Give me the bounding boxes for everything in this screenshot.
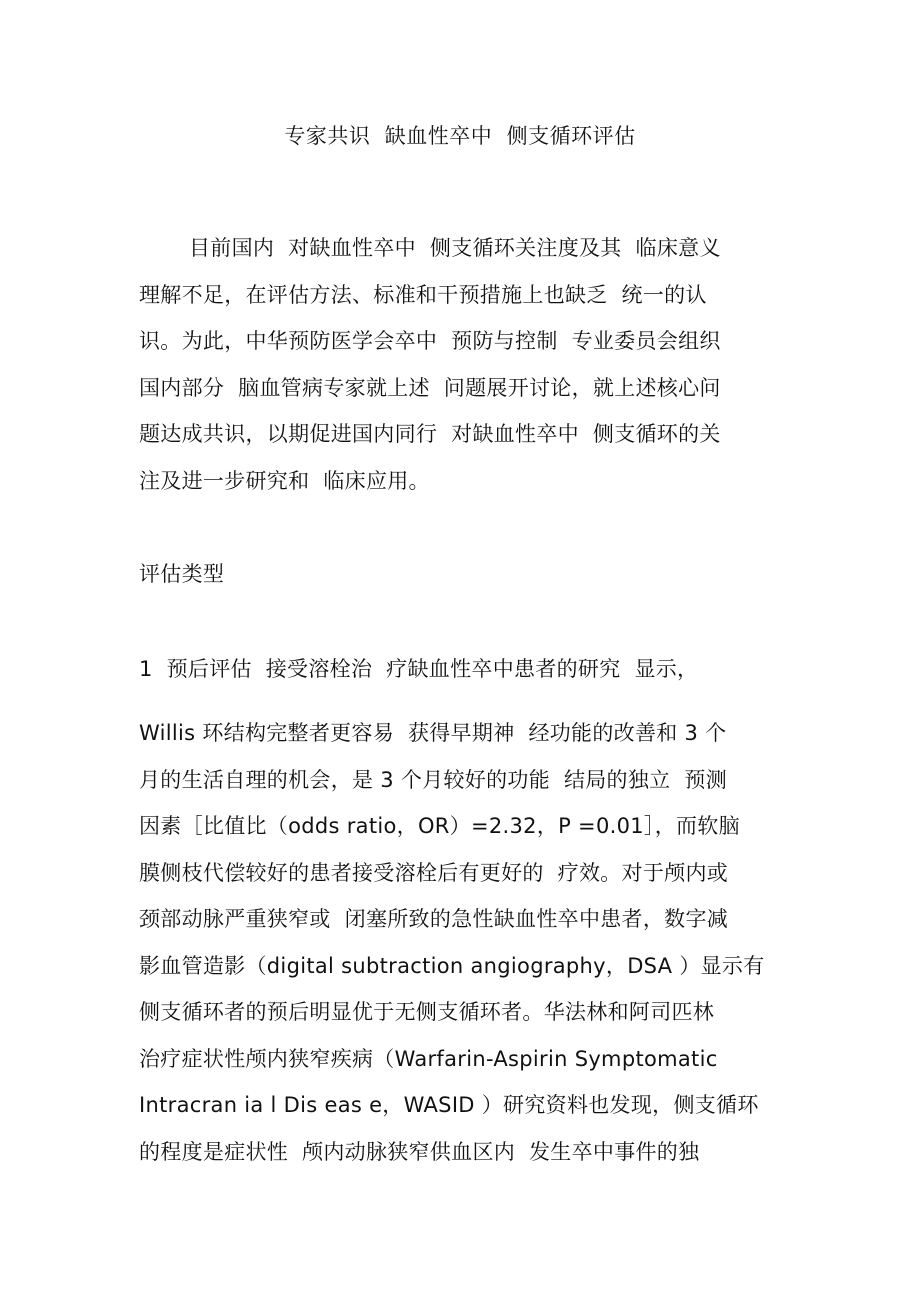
paragraph-line: Intracran ia l Dis eas e，WASID ）研究资料也发现，侧支循环 [139,1093,759,1117]
numbered-item-line: 1 预后评估 接受溶栓治 疗缺血性卒中患者的研究 显示， [139,657,699,681]
paragraph-line: 影血管造影（digital subtraction angiography，DSA ）显示有 [139,953,765,978]
paragraph-line: 识。为此，中华预防医学会卒中 预防与控制 专业委员会组织 [139,329,721,353]
paragraph-line: 因素［比值比（odds ratio，OR）=2.32，P =0.01］，而软脑 [139,814,740,838]
paragraph-line: 膜侧枝代偿较好的患者接受溶栓后有更好的 疗效。对于颅内或 [139,860,729,885]
section-heading [139,551,789,598]
paragraph-line: 注及进一步研究和 临床应用。 [139,468,430,493]
section-heading-text: 评估类型 [139,562,225,586]
body-paragraph [139,710,789,1175]
paragraph-line: 国内部分 脑血管病专家就上述 问题展开讨论，就上述核心问 [139,375,721,400]
paragraph-line: 理解不足，在评估方法、标准和干预措施上也缺乏 统一的认 [139,282,707,307]
paragraph-line: 侧支循环者的预后明显优于无侧支循环者。华法林和阿司匹林 [139,1000,715,1024]
paragraph-line: 的程度是症状性 颅内动脉狭窄供血区内 发生卒中事件的独 [139,1139,700,1164]
document-title: 专家共识 缺血性卒中 侧支循环评估 [284,124,636,148]
intro-paragraph [139,225,789,504]
paragraph-line: 目前国内 对缺血性卒中 侧支循环关注度及其 临床意义 [189,236,721,260]
paragraph-line: 治疗症状性颅内狭窄疾病（Warfarin-Aspirin Symptomatic [139,1046,718,1071]
paragraph-line: 月的生活自理的机会，是 3 个月较好的功能 结局的独立 预测 [139,767,728,792]
paragraph-line: 颈部动脉严重狭窄或 闭塞所致的急性缺血性卒中患者，数字减 [139,907,729,931]
numbered-item [139,646,789,693]
paragraph-line: 题达成共识，以期促进国内同行 对缺血性卒中 侧支循环的关 [139,422,721,446]
paragraph-line: Willis 环结构完整者更容易 获得早期神 经功能的改善和 3 个 [139,721,727,745]
